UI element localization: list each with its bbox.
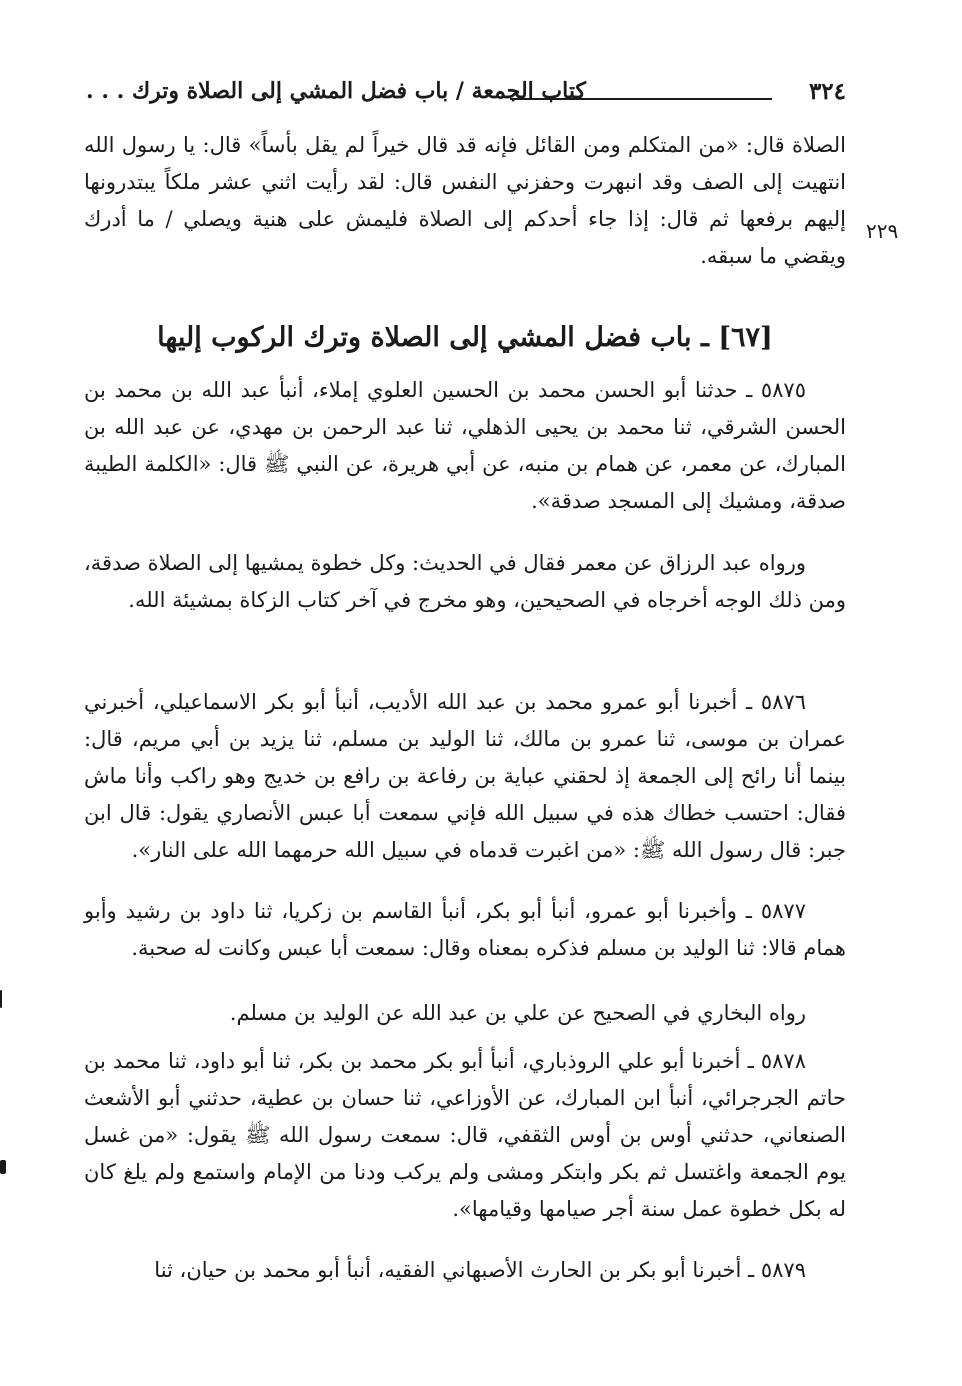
hadith-5879-block	[84, 1252, 846, 1289]
hadith-5878: ٥٨٧٨ ـ أخبرنا أبو علي الروذباري، أنبأ أبو بكر محمد بن بكر، ثنا أبو داود، ثنا محمد بن حاتم الجرجرائي، أنبأ ابن المبارك، عن الأوزاعي، ثنا حسان بن عطية، حدثني أبو الأشعث الصنعاني، حدثني أوس بن أوس الثقفي، قال: سمعت رسول الله ﷺ يقول: «من غسل يوم الجمعة واغتسل ثم بكر وابتكر ومشى ولم يركب ودنا من الإمام واستمع ولم يلغ كان له بكل خطوة عمل سنة أجر صيامها وقيامها».	[84, 1049, 846, 1221]
hadith-5877-commentary-block	[84, 995, 846, 1032]
hadith-5875-commentary-block	[84, 545, 846, 619]
hadith-5879: ٥٨٧٩ ـ أخبرنا أبو بكر بن الحارث الأصبهاني الفقيه، أنبأ أبو محمد بن حيان، ثنا	[154, 1258, 806, 1282]
page-number: ٣٢٤	[808, 78, 846, 105]
margin-volume-page-number: ٢٢٩	[866, 219, 899, 243]
hadith-5878-block	[84, 1043, 846, 1228]
scan-edge-mark-small	[0, 990, 2, 1008]
continued-paragraph: الصلاة قال: «من المتكلم ومن القائل فإنه قد قال خيراً لم يقل بأساً» قال: يا رسول الله انتهيت إلى الصف وقد انبهرت وحفزني النفس قال: لقد رأيت اثني عشر ملكاً يبتدرونها إليهم برفعها ثم قال: إذا جاء أحدكم إلى الصلاة فليمش على هنية ويصلي / ما أدرك ويقضي ما سبقه.	[84, 133, 846, 268]
scan-edge-mark	[0, 1160, 6, 1174]
hadith-5877: ٥٨٧٧ ـ وأخبرنا أبو عمرو، أنبأ أبو بكر، أنبأ القاسم بن زكريا، ثنا داود بن رشيد وأبو همام قالا: ثنا الوليد بن مسلم فذكره بمعناه وقال: سمعت أبا عبس وكانت له صحبة.	[84, 899, 846, 960]
hadith-5875-commentary: ورواه عبد الرزاق عن معمر فقال في الحديث: وكل خطوة يمشيها إلى الصلاة صدقة، ومن ذلك الوجه أخرجاه في الصحيحين، وهو مخرج في آخر كتاب الزكاة بمشيئة الله.	[84, 551, 846, 612]
hadith-5875-block	[84, 372, 846, 520]
running-title: كتاب الجمعة / باب فضل المشي إلى الصلاة وترك . . .	[86, 78, 586, 104]
hadith-5876-block	[84, 684, 846, 869]
hadith-5877-block	[84, 893, 846, 967]
hadith-5876: ٥٨٧٦ ـ أخبرنا أبو عمرو محمد بن عبد الله الأديب، أنبأ أبو بكر الاسماعيلي، أخبرني عمران بن موسى، ثنا عمرو بن مالك، ثنا الوليد بن مسلم، ثنا يزيد بن أبي مريم، قال: بينما أنا رائح إلى الجمعة إذ لحقني عباية بن رفاعة بن رافع بن خديج وهو راكب وأنا ماش فقال: احتسب خطاك هذه في سبيل الله فإني سمعت أبا عبس الأنصاري يقول: قال ابن جبر: قال رسول الله ﷺ: «من اغبرت قدماه في سبيل الله حرمهما الله على النار».	[84, 690, 846, 862]
hadith-5875: ٥٨٧٥ ـ حدثنا أبو الحسن محمد بن الحسين العلوي إملاء، أنبأ عبد الله بن محمد بن الحسن الشرقي، ثنا محمد بن يحيى الذهلي، ثنا عبد الرحمن بن مهدي، عن عبد الله بن المبارك، عن معمر، عن همام بن منبه، عن أبي هريرة، عن النبي ﷺ قال: «الكلمة الطيبة صدقة، ومشيك إلى المسجد صدقة».	[84, 378, 846, 513]
chapter-heading: [٦٧] ـ باب فضل المشي إلى الصلاة وترك الركوب إليها	[157, 322, 773, 353]
hadith-5877-commentary: رواه البخاري في الصحيح عن علي بن عبد الله عن الوليد بن مسلم.	[229, 1001, 806, 1025]
continued-text	[84, 127, 846, 275]
running-header	[86, 78, 846, 118]
